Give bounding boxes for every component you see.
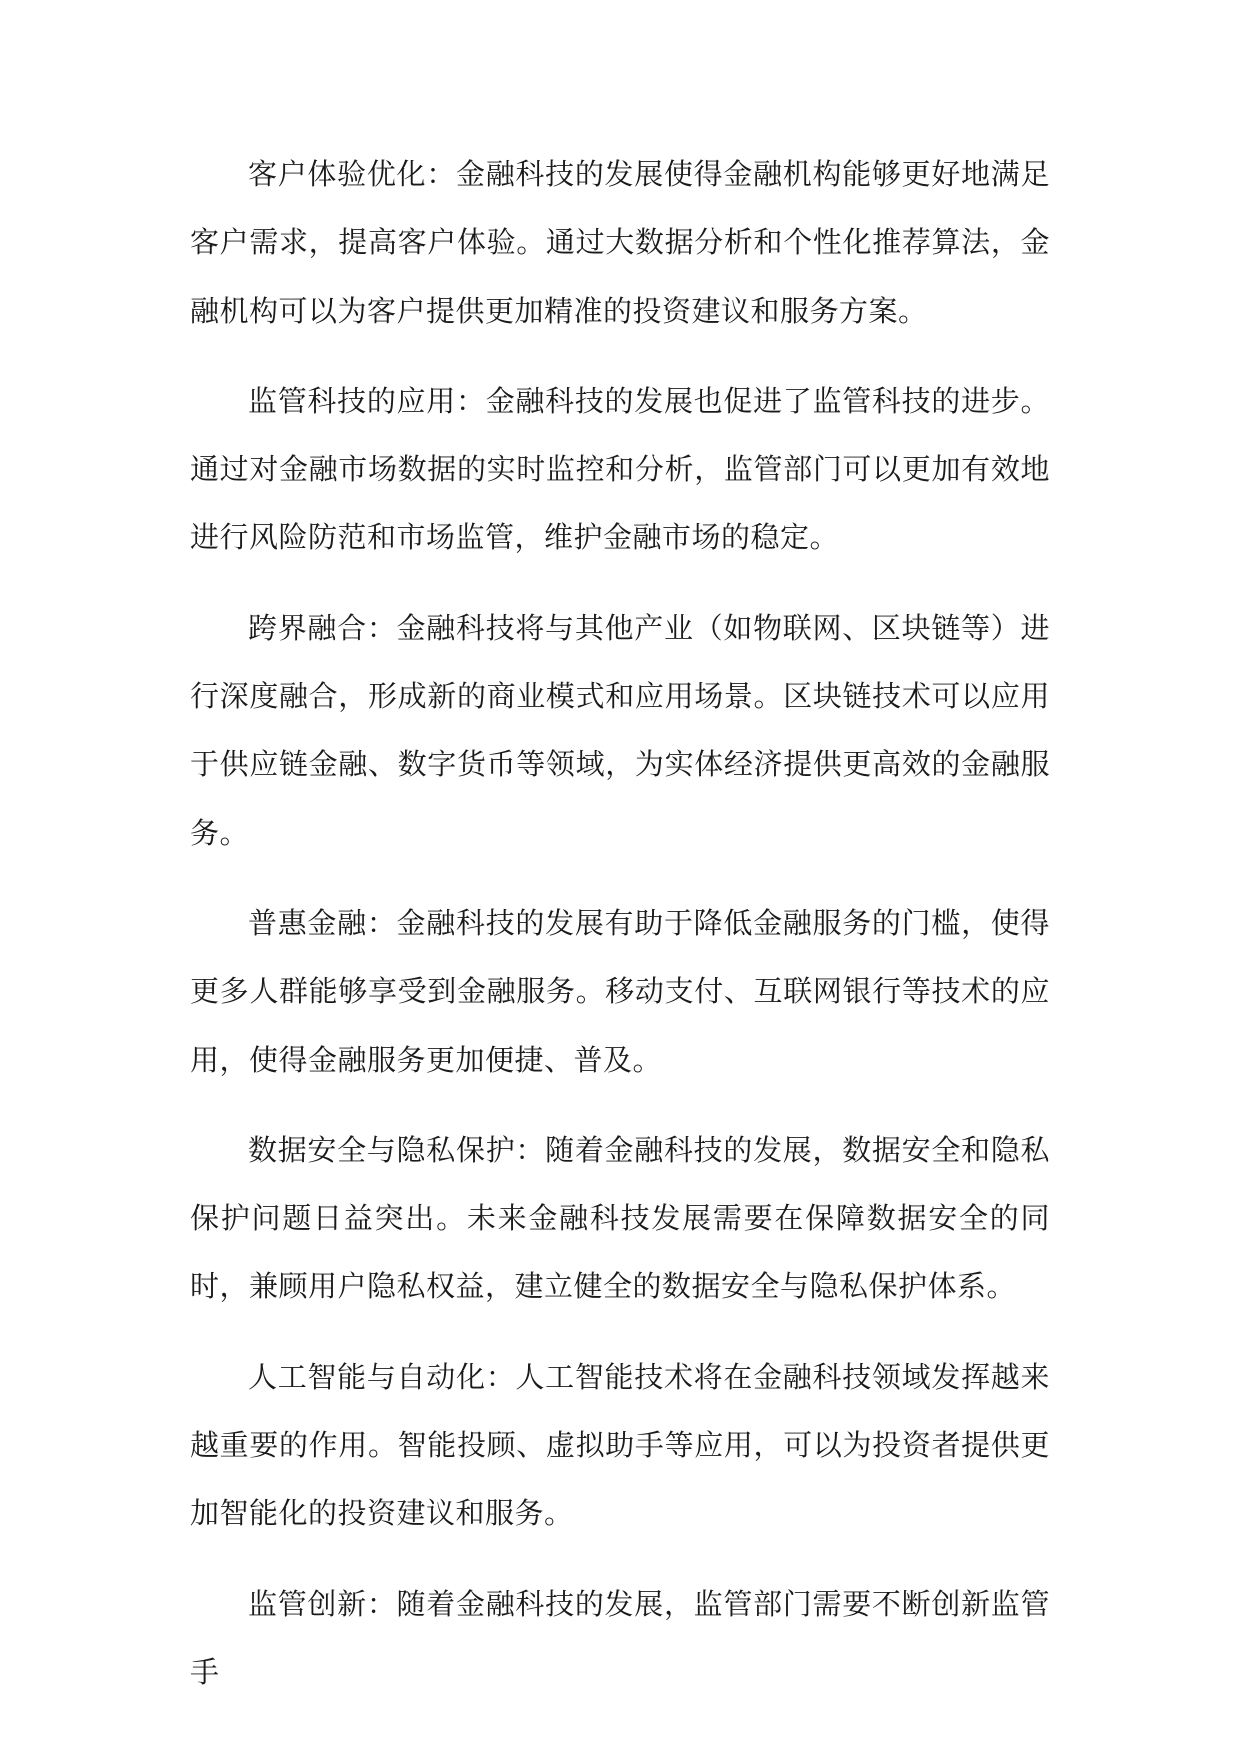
paragraph-regulatory-innovation: 监管创新：随着金融科技的发展，监管部门需要不断创新监管手 <box>190 1586 1050 1689</box>
document-body <box>190 140 1050 1728</box>
paragraph-customer-experience: 客户体验优化：金融科技的发展使得金融机构能够更好地满足客户需求，提高客户体验。通过大数据分析和个性化推荐算法，金融机构可以为客户提供更加精准的投资建议和服务方案。 <box>190 157 1050 328</box>
paragraph-data-security: 数据安全与隐私保护：随着金融科技的发展，数据安全和隐私保护问题日益突出。未来金融科技发展需要在保障数据安全的同时，兼顾用户隐私权益，建立健全的数据安全与隐私保护体系。 <box>190 1132 1050 1304</box>
paragraph-cross-industry: 跨界融合：金融科技将与其他产业（如物联网、区块链等）进行深度融合，形成新的商业模式和应用场景。区块链技术可以应用于供应链金融、数字货币等领域，为实体经济提供更高效的金融服务。 <box>190 610 1050 850</box>
paragraph-ai-automation: 人工智能与自动化：人工智能技术将在金融科技领域发挥越来越重要的作用。智能投顾、虚拟助手等应用，可以为投资者提供更加智能化的投资建议和服务。 <box>190 1359 1050 1531</box>
paragraph-regtech: 监管科技的应用：金融科技的发展也促进了监管科技的进步。通过对金融市场数据的实时监控和分析，监管部门可以更加有效地进行风险防范和市场监管，维护金融市场的稳定。 <box>190 383 1050 555</box>
paragraph-inclusive-finance: 普惠金融：金融科技的发展有助于降低金融服务的门槛，使得更多人群能够享受到金融服务。移动支付、互联网银行等技术的应用，使得金融服务更加便捷、普及。 <box>190 905 1050 1077</box>
